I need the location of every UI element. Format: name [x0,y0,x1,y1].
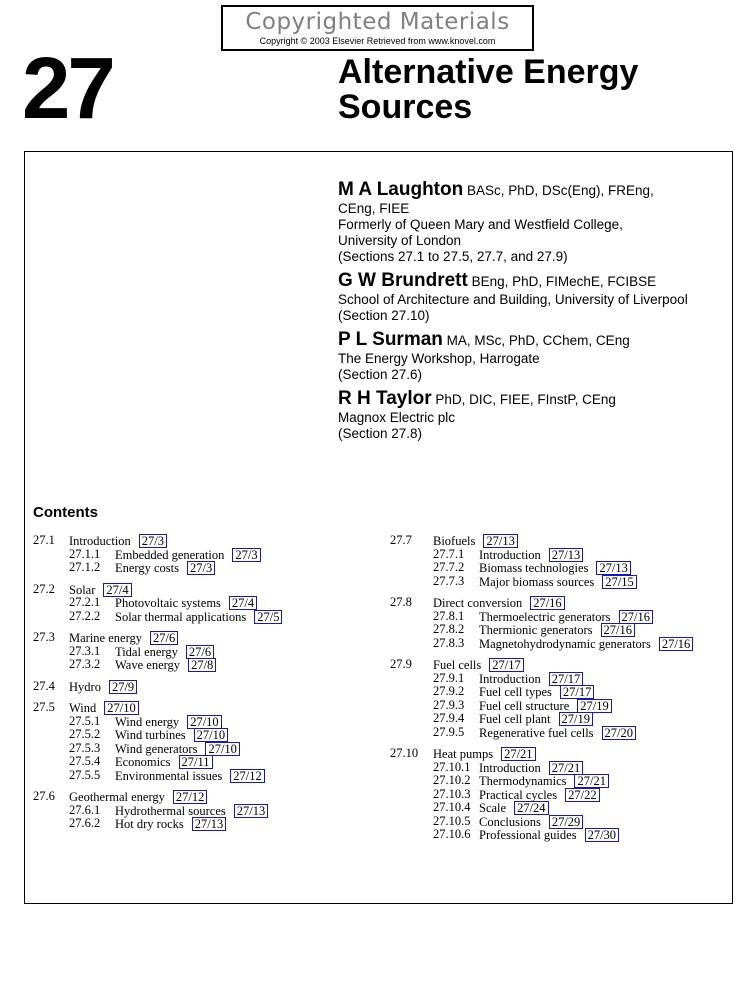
toc-section [33,583,373,624]
page-link[interactable]: 27/6 [186,645,214,659]
toc-entry [115,561,215,576]
toc-number: 27.3.2 [69,657,101,671]
toc-entry [115,610,282,625]
toc-entry [479,774,609,789]
toc-title: Embedded generation [115,547,225,562]
page-link[interactable]: 27/21 [501,747,535,761]
toc-subsection-row [33,658,373,672]
toc-number: 27.10.1 [433,759,471,774]
toc-title: Wind generators [115,741,198,756]
toc-section [390,596,730,650]
toc-number: 27.5.4 [69,754,101,768]
toc-title: Biomass technologies [479,561,589,575]
page-link[interactable]: 27/13 [596,561,630,575]
toc-title: Direct conversion [433,596,523,610]
toc-number: 27.8.2 [433,622,465,636]
toc-title: Environmental issues [115,768,223,783]
toc-title: Thermoelectric generators [479,609,611,624]
toc-entry [479,672,583,687]
toc-section-row [33,790,373,804]
toc-number: 27.5.2 [69,727,101,741]
author-qualifications: BASc, PhD, DSc(Eng), FREng, [467,183,654,198]
page-link[interactable]: 27/13 [192,817,226,831]
toc-subsection-row [390,623,730,637]
page-link[interactable]: 27/10 [104,701,138,715]
toc-subsection-row [390,699,730,713]
page-link[interactable]: 27/4 [229,596,257,610]
toc-subsection-row [390,672,730,686]
toc-number: 27.5.5 [69,767,101,782]
toc-entry [115,804,268,819]
toc-title: Hydro [69,679,101,694]
toc-number: 27.3 [33,630,55,644]
chapter-title-line-2: Sources [338,88,473,126]
toc-section-row [33,534,373,548]
page-link[interactable]: 27/6 [150,631,178,645]
author-qualifications: BEng, PhD, FIMechE, FCIBSE [471,274,657,289]
toc-subsection-row [390,637,730,651]
toc-title: Biofuels [433,534,476,548]
author-sections: (Section 27.6) [338,367,423,382]
author-name: R H Taylor [338,388,432,409]
toc-title: Introduction [479,547,541,562]
toc-number: 27.8 [390,595,412,609]
toc-entry [115,742,240,757]
toc-title: Magnetohydrodynamic generators [479,636,651,651]
page-link[interactable]: 27/11 [179,755,213,769]
toc-title: Fuel cell types [479,685,552,699]
page-link[interactable]: 27/16 [530,596,564,610]
toc-number: 27.9.2 [433,684,465,698]
page-link[interactable]: 27/8 [188,658,216,672]
page-link[interactable]: 27/13 [234,804,268,818]
toc-subsection-row [33,561,373,575]
toc-number: 27.5 [33,700,55,714]
toc-entry [479,712,593,727]
toc-section [33,680,373,694]
toc-number: 27.1.2 [69,560,101,574]
toc-subsection-row [33,715,373,729]
toc-title: Wind turbines [115,728,186,742]
toc-title: Introduction [479,671,541,686]
toc-title: Major biomass sources [479,574,595,589]
toc-number: 27.4 [33,678,55,693]
author-detail: CEng, FIEE [338,201,410,216]
toc-entry [479,610,653,625]
toc-section [33,701,373,782]
toc-entry [115,645,214,660]
toc-number: 27.8.3 [433,635,465,650]
page-link[interactable]: 27/3 [139,534,167,548]
page-link[interactable]: 27/22 [565,788,599,802]
toc-entry [115,728,228,743]
toc-subsection-row [33,548,373,562]
toc-number: 27.7.1 [433,546,465,561]
page-link[interactable]: 27/5 [254,610,282,624]
author-entry [338,271,738,324]
author-entry [338,389,738,442]
toc-section-row [390,747,730,761]
toc-entry [479,685,594,700]
toc-number: 27.2.2 [69,608,101,623]
toc-title: Photovoltaic systems [115,596,221,610]
toc-title: Thermodynamics [479,774,567,788]
toc-number: 27.2 [33,581,55,596]
toc-subsection-row [33,645,373,659]
page-link[interactable]: 27/16 [619,610,653,624]
toc-subsection-row [33,804,373,818]
toc-section [33,790,373,831]
author-detail: Magnox Electric plc [338,410,456,425]
page-link[interactable]: 27/20 [602,726,636,740]
authors-block [338,180,738,448]
toc-title: Thermionic generators [479,623,593,637]
toc-title: Energy costs [115,561,179,575]
toc-entry [479,828,619,843]
toc-section-row [33,583,373,597]
toc-section [390,747,730,842]
toc-number: 27.10.4 [433,800,471,814]
toc-number: 27.9 [390,657,412,671]
toc-number: 27.9.5 [433,724,465,739]
page-link[interactable]: 27/16 [659,637,693,651]
page-link[interactable]: 27/10 [187,715,221,729]
toc-number: 27.5.1 [69,713,101,728]
page-link[interactable]: 27/24 [514,801,548,815]
toc-entry [479,548,583,563]
toc-subsection-row [390,774,730,788]
author-detail: School of Architecture and Building, University of Liverpool [338,292,688,307]
toc-title: Solar thermal applications [115,609,247,624]
toc-subsection-row [390,726,730,740]
page-link[interactable]: 27/17 [489,658,523,672]
toc-entry [69,680,137,695]
author-sections: (Section 27.8) [338,426,423,441]
toc-number: 27.7.2 [433,560,465,574]
toc-title: Regenerative fuel cells [479,725,594,740]
toc-title: Solar [69,582,96,597]
toc-section [390,658,730,739]
toc-subsection-row [33,596,373,610]
page-link[interactable]: 27/29 [549,815,583,829]
toc-number: 27.1.1 [69,546,101,561]
toc-title: Introduction [69,534,131,548]
toc-entry [479,637,693,652]
author-detail: The Energy Workshop, Harrogate [338,351,540,366]
toc-title: Wave energy [115,658,181,672]
toc-subsection-row [390,801,730,815]
author-detail: Formerly of Queen Mary and Westfield College, [338,217,623,232]
toc-number: 27.9.4 [433,711,465,725]
toc-title: Hydrothermal sources [115,803,226,818]
author-name: P L Surman [338,329,443,350]
toc-subsection-row [33,742,373,756]
toc-subsection-row [390,828,730,842]
page-link[interactable]: 27/16 [601,623,635,637]
toc-section-row [390,596,730,610]
toc-title: Fuel cell structure [479,698,570,713]
toc-title: Fuel cell plant [479,712,551,726]
toc-entry [115,769,265,784]
page-link[interactable]: 27/3 [232,548,260,562]
toc-section-row [33,701,373,715]
toc-number: 27.7.3 [433,573,465,588]
toc-title: Fuel cells [433,658,482,672]
toc-title: Introduction [479,760,541,775]
copyright-banner [221,5,534,51]
toc-subsection-row [390,685,730,699]
toc-entry [479,761,583,776]
toc-title: Scale [479,801,507,815]
toc-number: 27.2.1 [69,595,101,609]
toc-entry [479,699,612,714]
author-qualifications: MA, MSc, PhD, CChem, CEng [446,333,630,348]
toc-section [33,631,373,672]
toc-title: Professional guides [479,828,577,842]
toc-subsection-row [390,548,730,562]
toc-subsection-row [33,610,373,624]
toc-number: 27.7 [390,533,412,547]
author-name: M A Laughton [338,179,464,200]
toc-subsection-row [33,769,373,783]
page-link[interactable]: 27/10 [194,728,228,742]
page-link[interactable]: 27/13 [483,534,517,548]
toc-entry [115,658,216,673]
author-name: G W Brundrett [338,270,468,291]
toc-title: Economics [115,755,171,769]
toc-title: Marine energy [69,631,143,645]
page-link[interactable]: 27/10 [205,742,239,756]
toc-number: 27.9.3 [433,697,465,712]
toc-subsection-row [390,788,730,802]
toc-section [390,534,730,588]
toc-title: Conclusions [479,814,541,829]
page-link[interactable]: 27/19 [559,712,593,726]
chapter-title [338,55,738,125]
page-link[interactable]: 27/4 [103,583,131,597]
page-link[interactable]: 27/19 [577,699,611,713]
toc-title: Heat pumps [433,747,494,761]
page-link[interactable]: 27/12 [173,790,207,804]
toc-number: 27.10.3 [433,786,471,801]
toc-entry [115,715,222,730]
page-link[interactable]: 27/21 [574,774,608,788]
toc-title: Wind energy [115,714,180,729]
toc-number: 27.1 [33,533,55,547]
toc-number: 27.10.6 [433,827,471,841]
toc-section [33,534,373,575]
toc-subsection-row [390,575,730,589]
toc-column-right [390,534,730,850]
toc-number: 27.8.1 [433,608,465,623]
toc-section-row [390,534,730,548]
toc-entry [115,596,257,611]
toc-number: 27.10.5 [433,813,471,828]
toc-subsection-row [390,712,730,726]
toc-entry [479,788,600,803]
toc-entry [479,575,637,590]
author-qualifications: PhD, DIC, FIEE, FInstP, CEng [435,392,616,407]
page-link[interactable]: 27/15 [602,575,636,589]
page-link[interactable]: 27/13 [549,548,583,562]
toc-number: 27.3.1 [69,643,101,658]
toc-number: 27.9.1 [433,670,465,685]
toc-title: Wind [69,701,97,715]
chapter-title-line-1: Alternative Energy [338,53,639,91]
toc-number: 27.10.2 [433,773,471,787]
toc-number: 27.6.2 [69,816,101,830]
copyright-subtitle: Copyright © 2003 Elsevier Retrieved from www.knovel.com [259,36,496,46]
toc-subsection-row [33,728,373,742]
toc-number: 27.6.1 [69,802,101,817]
toc-title: Practical cycles [479,787,558,802]
toc-title: Hot dry rocks [115,817,184,831]
page-link[interactable]: 27/9 [109,680,137,694]
page-link[interactable]: 27/17 [560,685,594,699]
toc-number: 27.6 [33,789,55,803]
contents-heading: Contents [33,504,98,521]
toc-subsection-row [33,817,373,831]
toc-column-left [33,534,373,839]
page-link[interactable]: 27/21 [549,761,583,775]
toc-section-row [33,680,373,694]
toc-entry [115,548,261,563]
toc-entry [479,815,583,830]
page-link[interactable]: 27/30 [585,828,619,842]
toc-section-row [390,658,730,672]
toc-title: Tidal energy [115,644,178,659]
page-link[interactable]: 27/17 [549,672,583,686]
author-entry [338,330,738,383]
copyright-title: Copyrighted Materials [245,9,510,35]
toc-entry [479,801,549,816]
toc-entry [115,817,226,832]
toc-subsection-row [390,815,730,829]
toc-subsection-row [390,761,730,775]
toc-entry [479,623,635,638]
toc-entry [479,726,636,741]
toc-subsection-row [390,610,730,624]
toc-entry [115,755,213,770]
author-detail: University of London [338,233,462,248]
toc-entry [479,561,631,576]
page-link[interactable]: 27/12 [230,769,264,783]
toc-subsection-row [390,561,730,575]
toc-title: Geothermal energy [69,790,165,804]
toc-section-row [33,631,373,645]
toc-number: 27.5.3 [69,740,101,755]
chapter-number: 27 [22,40,113,137]
author-sections: (Sections 27.1 to 27.5, 27.7, and 27.9) [338,249,568,264]
page-link[interactable]: 27/3 [187,561,215,575]
toc-subsection-row [33,755,373,769]
author-entry [338,180,738,265]
author-sections: (Section 27.10) [338,308,430,323]
toc-number: 27.10 [390,746,419,760]
